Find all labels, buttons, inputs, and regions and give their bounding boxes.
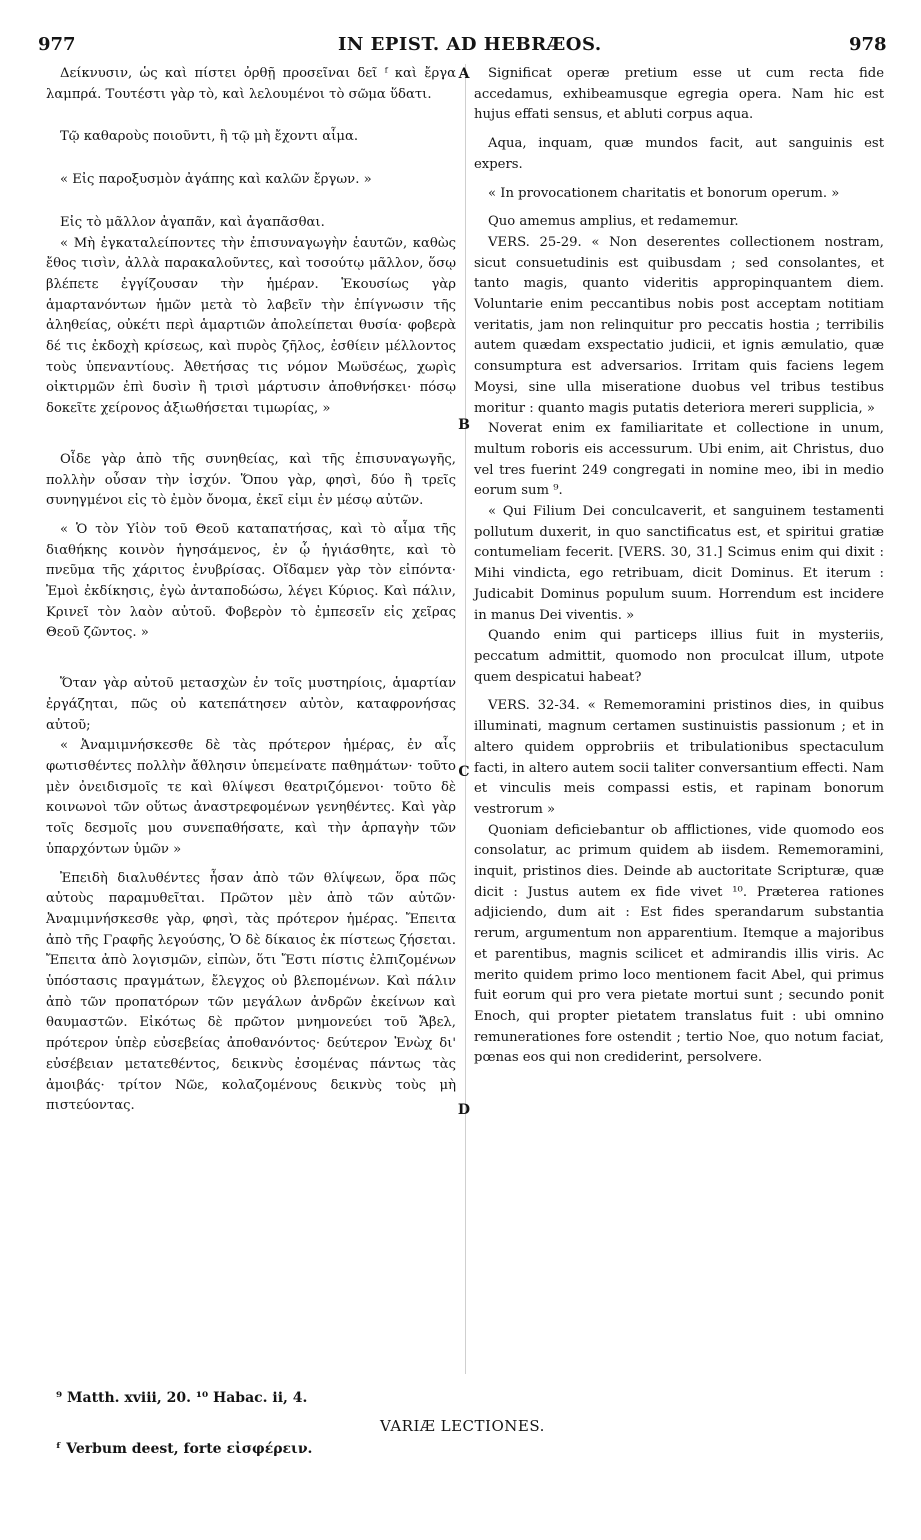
variae-lectiones-note: ᶠ Verbum deest, forte εἰσφέρειν. (56, 1441, 313, 1457)
latin-paragraph: VERS. 32-34. « Rememoramini pristinos dies, in quibus illuminati, magnum certamen sustinuistis passionum ; et in altero quidem opprobriis et tribulationibus spectaculum facti, in altero autem socii taliter conversantium effecti. Nam et vinculis meis compassi estis, et rapinam bonorum vestrorum » (474, 698, 885, 817)
latin-paragraph: Quando enim qui particeps illius fuit in mysteriis, peccatum admittit, quomodo non proculcat illum, utpote quem despicatui habeat? (474, 628, 884, 685)
latin-column (474, 64, 884, 1069)
latin-paragraph: Noverat enim ex familiaritate et collectione in unum, multum roboris eis accessurum. Ubi enim, ait Christus, duo vel tres fuerint 249 congregati in nomine meo, ibi in medio eorum sum ⁹. (474, 421, 884, 499)
latin-paragraph: VERS. 25-29. « Non deserentes collectionem nostram, sicut consuetudinis est quibusdam ; sed consolantes, et tanto magis, quanto videritis appropinquantem diem. Voluntarie enim peccantibus nobis post acceptam notitiam veritatis, jam non relinquitur pro peccatis hostia ; terribilis autem quædam exspectatio judicii, et ignis æmulatio, quæ consumptura est adversarios. Irritam quis faciens legem Moysi, sine ulla miseratione duobus vel tribus testibus moritur : quanto magis putatis deteriora mereri supplicia, » (474, 234, 884, 416)
greek-paragraph: Ὅταν γὰρ αὐτοῦ μετασχὼν ἐν τοῖς μυστηρίοις, ἁμαρτίαν ἐργάζηται, πῶς οὐ κατεπάτησεν αὐτὸν, καταφρονήσας αὐτοῦ; (46, 676, 456, 733)
running-head: IN EPIST. AD HEBRÆOS. (338, 34, 602, 55)
margin-letter-a: A (458, 66, 470, 82)
latin-paragraph: « Qui Filium Dei conculcaverit, et sanguinem testamenti pollutum duxerit, in quo sanctificatus est, et spiritui gratiæ contumeliam fecerit. [VERS. 30, 31.] Scimus enim qui dixit : Mihi vindicta, ego retribuam, dicit Dominus. Et iterum : Judicabit Dominus populum suum. Horrendum est incidere in manus Dei viventis. » (474, 504, 884, 623)
greek-paragraph: Οἶδε γὰρ ἀπὸ τῆς συνηθείας, καὶ τῆς ἐπισυναγωγῆς, πολλὴν οὖσαν τὴν ἰσχύν. Ὅπου γὰρ, φησὶ, δύο ἢ τρεῖς συνηγμένοι εἰς τὸ ἐμὸν ὄνομα, ἐκεῖ εἰμι ἐν μέσῳ αὐτῶν. (46, 451, 456, 509)
greek-paragraph: « Εἰς παροξυσμὸν ἀγάπης καὶ καλῶν ἔργων. » (60, 172, 372, 188)
greek-paragraph: Εἰς τὸ μᾶλλον ἀγαπᾶν, καὶ ἀγαπᾶσθαι. (60, 214, 325, 230)
greek-paragraph: « Ὁ τὸν Υἱὸν τοῦ Θεοῦ καταπατήσας, καὶ τὸ αἷμα τῆς διαθήκης κοινὸν ἡγησάμενος, ἐν ᾧ ἡγιάσθητε, καὶ τὸ πνεῦμα τῆς χάριτος ἐνυβρίσας. Οἴδαμεν γὰρ τὸν εἰπόντα· Ἐμοὶ ἐκδίκησις, ἐγὼ ἀνταποδώσω, λέγει Κύριος. Καὶ πάλιν, Κρινεῖ τὸν λαὸν αὐτοῦ. Φοβερὸν τὸ ἐμπεσεῖν εἰς χεῖρας Θεοῦ ζῶντος. » (46, 521, 456, 641)
latin-paragraph: Quoniam deficiebantur ob afflictiones, vide quomodo eos consolatur, ac primum quidem ab iisdem. Rememoramini, inquit, pristinos dies. Deinde ab auctoritate Scripturæ, quæ dicit : Justus autem ex fide vivet ¹⁰. Præterea rationes adjiciendo, dum ait : Est fides sperandarum substantia rerum, argumentum non apparentium. Itemque a majoribus et parentibus, magnis scilicet et admirandis illis viris. Ac merito quidem primo loco mentionem facit Abel, qui primus fuit eorum qui pro vera pietate mortui sunt ; secundo ponit Enoch, qui propter pietatem translatus fuit : ubi omnino remunerationes fore ostendit ; tertio Noe, quo notum faciat, pœnas eos qui non crediderint, persolvere. (474, 822, 884, 1066)
greek-paragraph: Ἐπειδὴ διαλυθέντες ἦσαν ἀπὸ τῶν θλίψεων, ὅρα πῶς αὐτοὺς παραμυθεῖται. Πρῶτον μὲν ἀπὸ τῶν αὐτῶν· Ἀναμιμνήσκεσθε γὰρ, φησὶ, τὰς πρότερον ἡμέρας. Ἔπειτα ἀπὸ τῆς Γραφῆς λεγούσης, Ὁ δὲ δίκαιος ἐκ πίστεως ζήσεται. Ἔπειτα ἀπὸ λογισμῶν, εἰπὼν, ὅτι Ἔστι πίστις ἐλπιζομένων ὑπόστασις πραγμάτων, ἔλεγχος οὐ βλεπομένων. Καὶ πάλιν ἀπὸ τῶν προπατόρων τῶν μεγάλων ἀνδρῶν ἐκείνων καὶ θαυμαστῶν. Εἰκότως δὲ πρῶτον μνημονεύει τοῦ Ἄβελ, πρότερον ὑπὲρ εὐσεβείας ἀποθανόντος· δεύτερον Ἐνὼχ δι' εὐσέβειαν μετατεθέντος, δεικνὺς ἐσομένας πάντως τὰς ἀμοιβάς· τρίτον Νῶε, κολαζομένους δεικνὺς τοὺς μὴ πιστεύοντας. (46, 870, 456, 1114)
page-number-right: 978 (849, 34, 887, 55)
margin-letter-b: B (458, 417, 470, 433)
footnotes: ⁹ Matth. xviii, 20. ¹⁰ Habac. ii, 4. (56, 1390, 308, 1406)
greek-paragraph: « Ἀναμιμνήσκεσθε δὲ τὰς πρότερον ἡμέρας, ἐν αἷς φωτισθέντες πολλὴν ἄθλησιν ὑπεμείνατε παθημάτων· τοῦτο μὲν ὀνειδισμοῖς τε καὶ θλίψεσι θεατριζόμενοι· τοῦτο δὲ κοινωνοὶ τῶν οὕτως ἀναστρεφομένων γενηθέντες. Καὶ γὰρ τοῖς δεσμοῖς μου συνεπαθήσατε, καὶ τὴν ἁρπαγὴν τῶν ὑπαρχόντων ὑμῶν » (46, 738, 456, 857)
page-number-left: 977 (38, 34, 76, 55)
margin-letter-c: C (458, 764, 470, 780)
greek-column (46, 64, 456, 1117)
greek-paragraph: Δείκνυσιν, ὡς καὶ πίστει ὀρθῇ προσεῖναι δεῖ ᶠ καὶ ἔργα λαμπρά. Τουτέστι γὰρ τὸ, καὶ λελουμένοι τὸ σῶμα ὕδατι. (46, 66, 456, 102)
latin-paragraph: Aqua, inquam, quæ mundos facit, aut sanguinis est expers. (474, 136, 884, 172)
column-rule (465, 64, 466, 1374)
greek-paragraph: « Μὴ ἐγκαταλείποντες τὴν ἐπισυναγωγὴν ἑαυτῶν, καθὼς ἔθος τισὶν, ἀλλὰ παρακαλοῦντες, καὶ τοσούτῳ μᾶλλον, ὅσῳ βλέπετε ἐγγίζουσαν τὴν ἡμέραν. Ἑκουσίως γὰρ ἁμαρτανόντων ἡμῶν μετὰ τὸ λαβεῖν τὴν ἐπίγνωσιν τῆς ἀληθείας, οὐκέτι περὶ ἁμαρτιῶν ἀπολείπεται θυσία· φοβερὰ δέ τις ἐκδοχὴ κρίσεως, καὶ πυρὸς ζῆλος, ἐσθίειν μέλλοντος τοὺς ὑπεναντίους. Ἀθετήσας τις νόμον Μωϋσέως, χωρὶς οἰκτιρμῶν ἐπὶ δυσὶν ἢ τρισὶ μάρτυσιν ἀποθνήσκει· πόσῳ δοκεῖτε χείρονος ἀξιωθήσεται τιμωρίας, » (46, 235, 456, 417)
latin-paragraph: Quo amemus amplius, et redamemur. (488, 214, 739, 230)
variae-lectiones-heading: VARIÆ LECTIONES. (380, 1417, 545, 1435)
greek-paragraph: Τῷ καθαροὺς ποιοῦντι, ἢ τῷ μὴ ἔχοντι αἷμα. (60, 129, 359, 145)
latin-paragraph: Significat operæ pretium esse ut cum recta fide accedamus, exhibeamusque egregia opera. Nam hic est hujus effati sensus, et abluti corpus aqua. (474, 66, 884, 123)
latin-paragraph: « In provocationem charitatis et bonorum operum. » (488, 185, 840, 201)
margin-letter-d: D (457, 1102, 471, 1118)
